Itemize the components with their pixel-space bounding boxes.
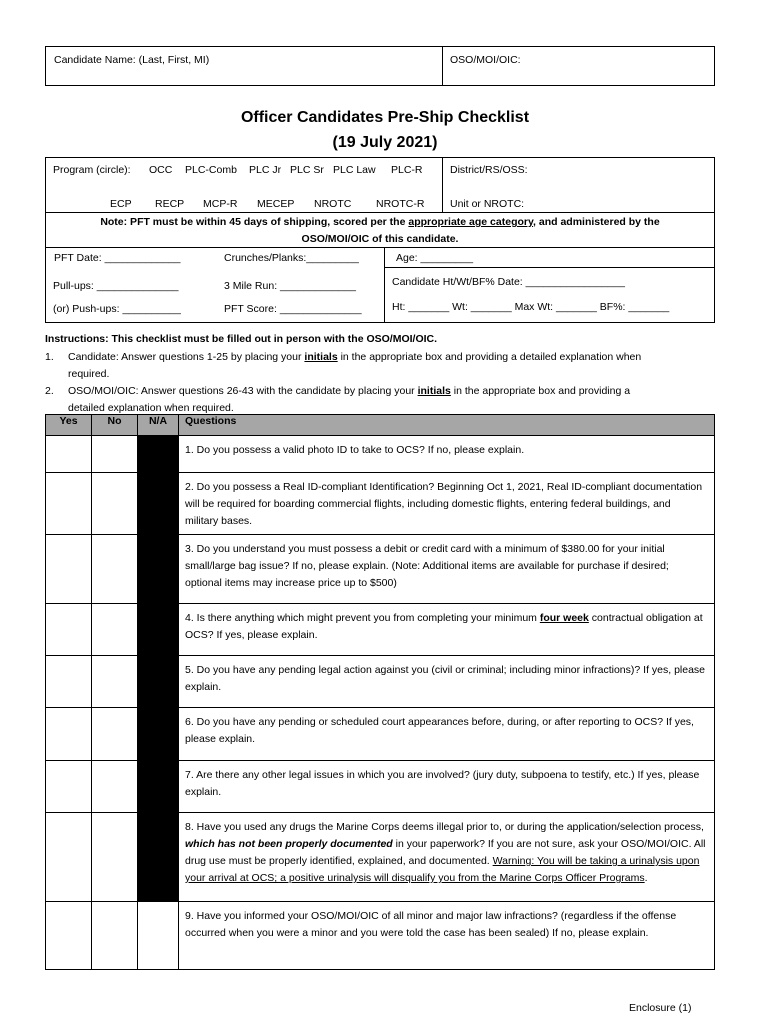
pft-divider (384, 248, 385, 322)
run-field[interactable]: 3 Mile Run: _____________ (224, 280, 356, 292)
urinalysis-warning: Warning: You will be taking a urinalysis upon your arrival at OCS; a positive urinalysis will disqualify you from the Marine Corps Officer Programs (185, 855, 700, 884)
pft-note-box (45, 212, 715, 248)
na-cell-blocked (138, 436, 179, 473)
na-cell-blocked (138, 535, 179, 604)
pft-box (45, 247, 715, 323)
instruction-number: 1. (45, 351, 54, 363)
yes-cell[interactable] (46, 535, 92, 604)
age-field[interactable]: Age: _________ (396, 252, 474, 264)
program-plc-law: PLC Law (333, 164, 376, 176)
question-3: 3. Do you understand you must possess a debit or credit card with a minimum of $380.00 for your initial small/large bag issue? If no, please explain. (Note: Additional items are available for purchase if desired; optional items may increase price up to $500) (179, 535, 715, 604)
candidate-header-box (45, 46, 715, 86)
unit-label: Unit or NROTC: (450, 198, 525, 210)
oso-label: OSO/MOI/OIC: (450, 54, 521, 66)
yes-cell[interactable] (46, 473, 92, 535)
no-cell[interactable] (92, 813, 138, 902)
no-cell[interactable] (92, 473, 138, 535)
question-4: 4. Is there anything which might prevent you from completing your minimum four week contractual obligation at OCS? If yes, please explain. (179, 604, 715, 656)
table-row (46, 656, 715, 708)
question-7: 7. Are there any other legal issues in which you are involved? (jury duty, subpoena to testify, etc.) If yes, please explain. (179, 761, 715, 813)
program-plc-jr: PLC Jr (249, 164, 282, 176)
na-cell-blocked (138, 708, 179, 761)
table-row (46, 761, 715, 813)
htwt-date-field[interactable]: Candidate Ht/Wt/BF% Date: _________________ (392, 276, 625, 288)
crunches-field[interactable]: Crunches/Planks:_________ (224, 252, 359, 264)
program-plc-comb: PLC-Comb (185, 164, 237, 176)
pft-row-line (384, 267, 714, 268)
col-no: No (92, 415, 138, 436)
candidate-name-label: Candidate Name: (Last, First, MI) (54, 54, 210, 66)
instruction-item-1: 1. Candidate: Answer questions 1-25 by placing your initials in the appropriate box and providing a detailed explanation when required. (45, 351, 642, 380)
table-row (46, 708, 715, 761)
na-cell-blocked (138, 761, 179, 813)
district-label: District/RS/OSS: (450, 164, 528, 176)
yes-cell[interactable] (46, 902, 92, 970)
program-recp: RECP (155, 198, 185, 210)
instructions-heading: Instructions: This checklist must be filled out in person with the OSO/MOI/OIC. (45, 333, 438, 345)
no-cell[interactable] (92, 708, 138, 761)
na-cell-blocked (138, 813, 179, 902)
table-row (46, 604, 715, 656)
program-nrotc: NROTC (314, 198, 352, 210)
yes-cell[interactable] (46, 656, 92, 708)
age-category-link[interactable]: appropriate age category (408, 216, 534, 228)
program-plc-r: PLC-R (391, 164, 423, 176)
table-row (46, 473, 715, 535)
program-nrotc-r: NROTC-R (376, 198, 425, 210)
program-label: Program (circle): (53, 164, 131, 176)
question-8: 8. Have you used any drugs the Marine Corps deems illegal prior to, or during the application/selection process, which has not been properly documented in your paperwork? If you are not sure, ask your OSO/MOI/OIC. All drug use must be properly identified, explained, and documented. Warning: You will be taking a urinalysis upon your arrival at OCS; a positive urinalysis will disqualify you from the Marine Corps Officer Programs. (179, 813, 715, 902)
table-row (46, 436, 715, 473)
question-9: 9. Have you informed your OSO/MOI/OIC of all minor and major law infractions? (regardless if the offense occurred when you were a minor and you were told the case has been sealed) If no, please explain. (179, 902, 715, 970)
pft-score-field[interactable]: PFT Score: ______________ (224, 303, 362, 315)
question-2: 2. Do you possess a Real ID-compliant Identification? Beginning Oct 1, 2021, Real ID-compliant documentation will be required for boarding commercial flights, including domestic flights, entering federal buildings, and military bases. (179, 473, 715, 535)
question-5: 5. Do you have any pending legal action against you (civil or criminal; including minor infractions)? If yes, please explain. (179, 656, 715, 708)
page-date: (19 July 2021) (332, 134, 438, 151)
enclosure-label: Enclosure (1) (629, 1002, 692, 1014)
pft-note-line1: Note: PFT must be within 45 days of shipping, scored per the appropriate age category, and administered by the (100, 216, 660, 228)
yes-cell[interactable] (46, 708, 92, 761)
program-divider (442, 158, 443, 212)
table-header-row (46, 415, 715, 436)
question-6: 6. Do you have any pending or scheduled court appearances before, during, or after reporting to OCS? If yes, please explain. (179, 708, 715, 761)
na-cell-blocked (138, 473, 179, 535)
pft-date-field[interactable]: PFT Date: _____________ (54, 252, 181, 264)
program-plc-sr: PLC Sr (290, 164, 324, 176)
program-occ: OCC (149, 164, 173, 176)
pushups-field[interactable]: (or) Push-ups: __________ (53, 303, 181, 315)
no-cell[interactable] (92, 604, 138, 656)
pft-note-line2: OSO/MOI/OIC of this candidate. (301, 233, 459, 245)
yes-cell[interactable] (46, 813, 92, 902)
na-cell-blocked (138, 604, 179, 656)
instructions-list (45, 349, 715, 417)
table-row (46, 902, 715, 970)
col-na: N/A (138, 415, 179, 436)
table-row (46, 535, 715, 604)
program-mecep: MECEP (257, 198, 295, 210)
yes-cell[interactable] (46, 761, 92, 813)
program-box (45, 157, 715, 213)
pullups-field[interactable]: Pull-ups: ______________ (53, 280, 179, 292)
yes-cell[interactable] (46, 436, 92, 473)
na-cell[interactable] (138, 902, 179, 970)
no-cell[interactable] (92, 535, 138, 604)
yes-cell[interactable] (46, 604, 92, 656)
instruction-number: 2. (45, 385, 54, 397)
measures-field[interactable]: Ht: _______ Wt: _______ Max Wt: _______ BF%: _______ (392, 301, 670, 313)
table-row (46, 813, 715, 902)
page-title: Officer Candidates Pre-Ship Checklist (240, 109, 530, 126)
program-mcp-r: MCP-R (203, 198, 238, 210)
col-yes: Yes (46, 415, 92, 436)
questions-table (45, 414, 715, 970)
header-divider (442, 47, 443, 85)
no-cell[interactable] (92, 902, 138, 970)
no-cell[interactable] (92, 761, 138, 813)
program-ecp: ECP (110, 198, 132, 210)
col-questions: Questions (179, 415, 715, 436)
no-cell[interactable] (92, 656, 138, 708)
question-1: 1. Do you possess a valid photo ID to take to OCS? If no, please explain. (179, 436, 715, 473)
no-cell[interactable] (92, 436, 138, 473)
instruction-item-2: 2. OSO/MOI/OIC: Answer questions 26-43 with the candidate by placing your initials in the appropriate box and providing a detailed explanation when required. (45, 385, 631, 414)
na-cell-blocked (138, 656, 179, 708)
